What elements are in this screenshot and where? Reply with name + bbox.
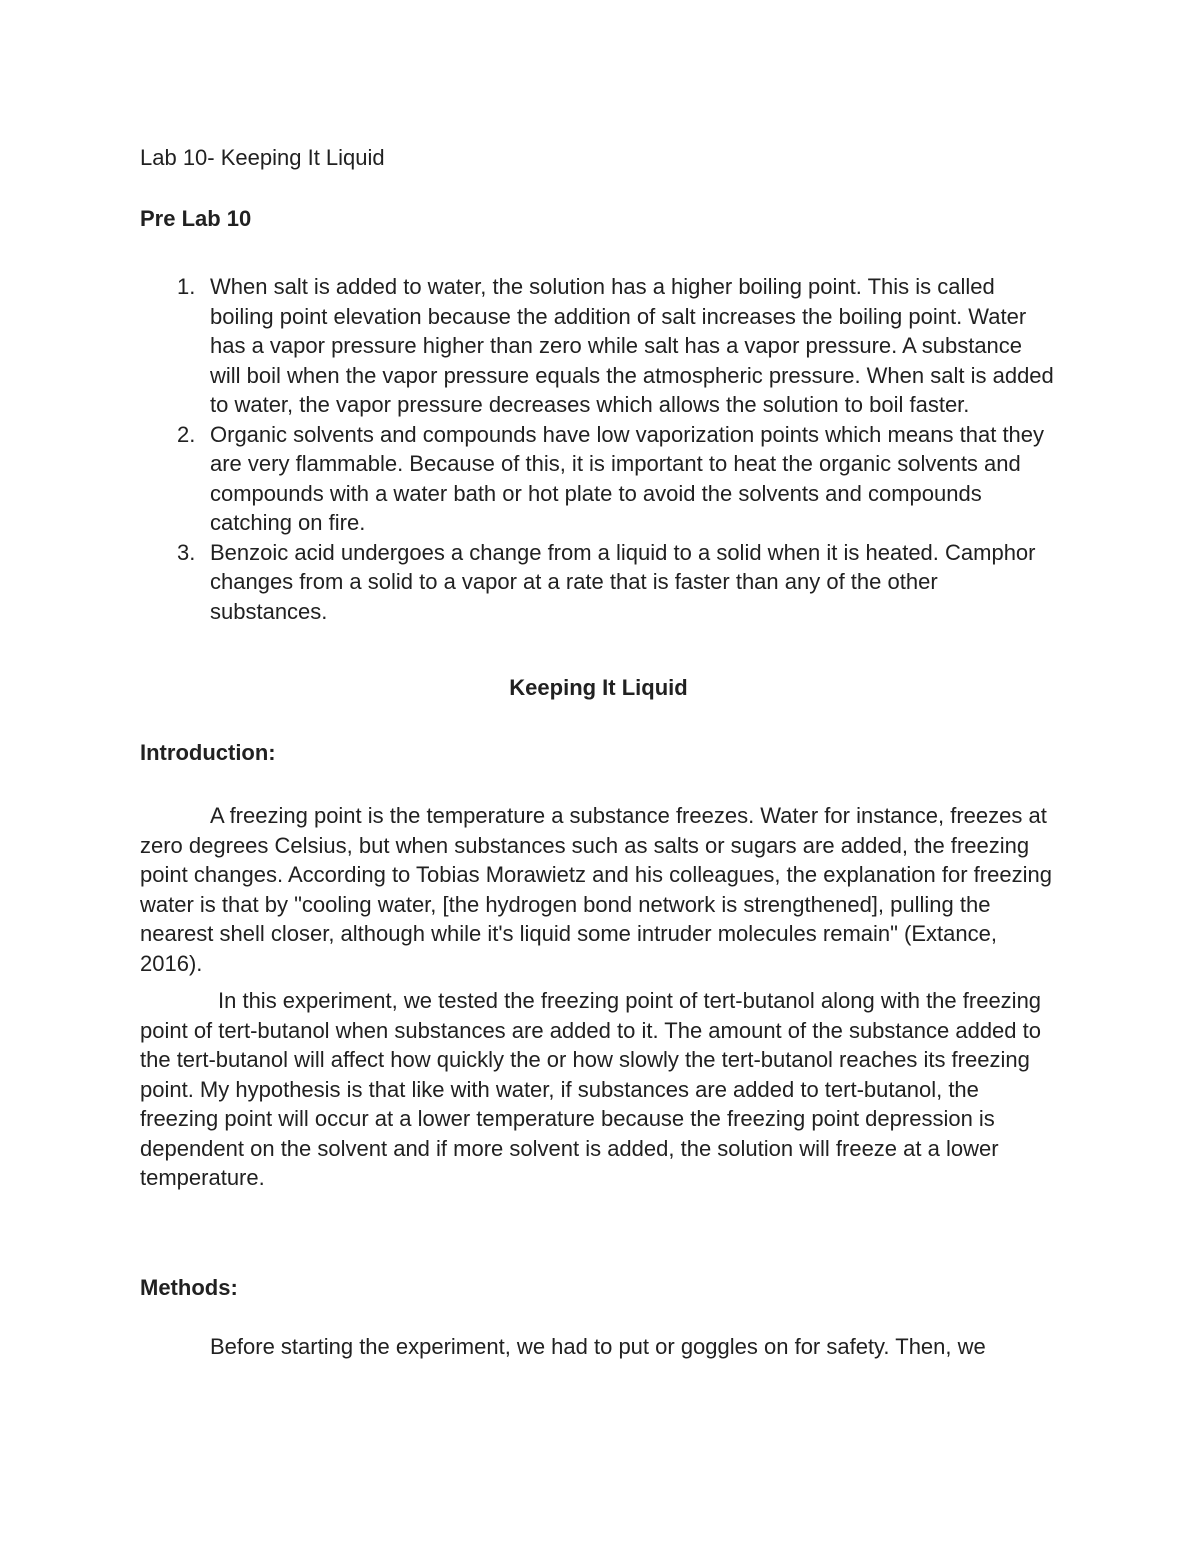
prelab-item-2 [140,420,1057,538]
doc-title: Lab 10- Keeping It Liquid [140,145,385,170]
prelab-heading: Pre Lab 10 [140,206,252,231]
prelab-item-3-text: Benzoic acid undergoes a change from a liquid to a solid when it is heated. Camphor changes from a solid to a vapor at a rate that is faster than any of the other substances. [210,539,1036,624]
prelab-item-1 [140,272,1057,420]
prelab-list [140,272,1057,626]
list-number-2: 2. [177,421,196,447]
prelab-item-2-text: Organic solvents and compounds have low vaporization points which means that they are very flammable. Because of this, it is important to heat the organic solvents and compounds with a water bath or hot plate to avoid the solvents and compounds catching on fire. [210,421,1045,535]
introduction-paragraph-2: In this experiment, we tested the freezing point of tert-butanol along with the freezing point of tert-butanol when substances are added to it. The amount of the substance added to the tert-butanol will affect how quickly the or how slowly the tert-butanol reaches its freezing point. My hypothesis is that like with water, if substances are added to tert-butanol, the freezing point will occur at a lower temperature because the freezing point depression is dependent on the solvent and if more solvent is added, the solution will freeze at a lower temperature. [140,988,1042,1190]
introduction-paragraph-1: A freezing point is the temperature a substance freezes. Water for instance, freezes at zero degrees Celsius, but when substances such as salts or sugars are added, the freezing point changes. According to Tobias Morawietz and his colleagues, the explanation for freezing water is that by "cooling water, [the hydrogen bond network is strengthened], pulling the nearest shell closer, although while it's liquid some intruder molecules remain" (Extance, 2016). [140,803,1052,976]
methods-paragraph: Before starting the experiment, we had to put or goggles on for safety. Then, we [210,1333,986,1359]
prelab-item-3 [140,538,1057,627]
list-number-3: 3. [177,539,196,565]
list-number-1: 1. [177,274,196,299]
introduction-heading: Introduction: [140,740,276,765]
methods-heading: Methods: [140,1274,238,1300]
prelab-item-1-text: When salt is added to water, the solution has a higher boiling point. This is called boiling point elevation because the addition of salt increases the boiling point. Water has a vapor pressure higher than zero while salt has a vapor pressure. A substance will boil when the vapor pressure equals the atmospheric pressure. When salt is added to water, the vapor pressure decreases which allows the solution to boil faster. [210,274,1054,417]
main-heading: Keeping It Liquid [509,675,688,700]
